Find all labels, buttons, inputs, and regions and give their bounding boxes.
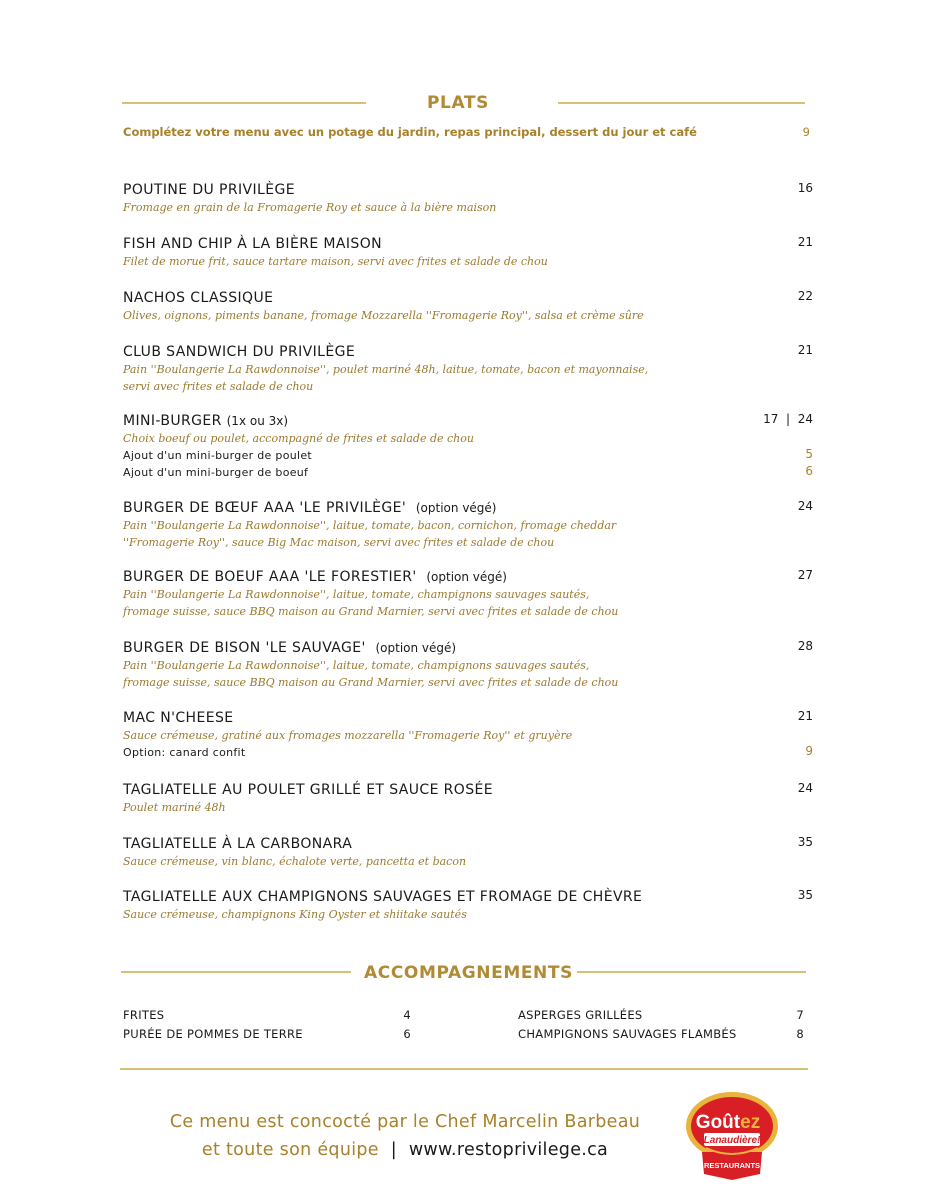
side-label: PURÉE DE POMMES DE TERRE — [123, 1027, 303, 1041]
item-name: MINI-BURGER — [123, 413, 222, 429]
side-price: 8 — [796, 1027, 804, 1041]
item-price: 35 — [797, 888, 813, 902]
badge-title: Goûtez — [695, 1112, 761, 1133]
menu-intro-price: 9 — [802, 125, 810, 139]
item-description: Fromage en grain de la Fromagerie Roy et sauce à la bière maison — [123, 201, 497, 214]
item-name: POUTINE DU PRIVILÈGE — [123, 182, 295, 198]
item-description: Pain ''Boulangerie La Rawdonnoise'', laitue, tomate, bacon, cornichon, fromage cheddar — [123, 519, 617, 532]
sides-column-right — [518, 1006, 804, 1044]
item-name: TAGLIATELLE AUX CHAMPIGNONS SAUVAGES ET FROMAGE DE CHÈVRE — [123, 889, 643, 905]
menu-item — [123, 499, 813, 551]
item-price: 16 — [797, 181, 813, 195]
sides-column-left — [123, 1006, 413, 1044]
item-name-suffix: (option végé) — [375, 641, 457, 655]
item-description: Pain ''Boulangerie La Rawdonnoise'', laitue, tomate, champignons sauvages sautés, — [123, 588, 590, 601]
sides-rule-left — [121, 971, 351, 973]
menu-item — [123, 343, 813, 395]
badge-region: Lanaudière! — [703, 1135, 761, 1146]
plats-rule-left — [122, 102, 366, 104]
item-description-line2: fromage suisse, sauce BBQ maison au Grand Marnier, servi avec frites et salade de chou — [123, 676, 619, 689]
item-addon: Ajout d'un mini-burger de poulet — [123, 449, 313, 462]
item-name: CLUB SANDWICH DU PRIVILÈGE — [123, 344, 356, 360]
footer-credits — [130, 1108, 680, 1164]
side-price: 7 — [796, 1008, 804, 1022]
footer-team: et toute son équipe — [201, 1140, 379, 1160]
item-description: Sauce crémeuse, vin blanc, échalote verte, pancetta et bacon — [123, 855, 467, 868]
item-name: MAC N'CHEESE — [123, 710, 234, 726]
side-label: CHAMPIGNONS SAUVAGES FLAMBÉS — [518, 1027, 737, 1041]
item-price: 21 — [797, 235, 813, 249]
item-name: BURGER DE BISON 'LE SAUVAGE' — [123, 640, 366, 656]
sides-rule-right — [577, 971, 806, 973]
footer-line1: Ce menu est concocté par le Chef Marcelin Barbeau — [169, 1112, 641, 1132]
footer-separator: | — [390, 1140, 397, 1160]
item-name-suffix: (option végé) — [426, 570, 507, 584]
menu-item — [123, 181, 813, 216]
side-item — [123, 1025, 413, 1044]
side-label: FRITES — [123, 1008, 165, 1022]
item-price: 17 | 24 — [763, 412, 813, 426]
item-name-suffix: (1x ou 3x) — [226, 414, 289, 428]
side-item — [518, 1006, 804, 1025]
menu-item — [123, 781, 813, 816]
menu-item — [123, 639, 813, 691]
item-price: 21 — [797, 709, 813, 723]
item-description: Poulet mariné 48h — [123, 801, 226, 814]
item-price: 35 — [797, 835, 813, 849]
item-price: 24 — [797, 499, 813, 513]
item-description-line2: ''Fromagerie Roy'', sauce Big Mac maison, servi avec frites et salade de chou — [123, 536, 555, 549]
item-name: TAGLIATELLE AU POULET GRILLÉ ET SAUCE ROSÉE — [123, 782, 494, 798]
item-name: BURGER DE BOEUF AAA 'LE FORESTIER' — [123, 569, 417, 585]
menu-item — [123, 412, 813, 481]
item-price: 27 — [797, 568, 813, 582]
item-description: Sauce crémeuse, gratiné aux fromages mozzarella ''Fromagerie Roy'' et gruyère — [123, 729, 573, 742]
item-addon: Option: canard confit — [123, 746, 246, 759]
item-description: Olives, oignons, piments banane, fromage Mozzarella ''Fromagerie Roy'', salsa et crème sûre — [123, 309, 644, 322]
menu-item — [123, 709, 813, 761]
side-price: 6 — [403, 1027, 411, 1041]
item-price: 21 — [797, 343, 813, 357]
footer-rule — [120, 1068, 808, 1070]
menu-item — [123, 289, 813, 324]
item-name: TAGLIATELLE À LA CARBONARA — [123, 836, 353, 852]
menu-item — [123, 568, 813, 620]
side-item — [123, 1006, 413, 1025]
item-description: Pain ''Boulangerie La Rawdonnoise'', laitue, tomate, champignons sauvages sautés, — [123, 659, 590, 672]
item-description: Filet de morue frit, sauce tartare maison, servi avec frites et salade de chou — [123, 255, 548, 268]
menu-item — [123, 235, 813, 270]
item-name-suffix: (option végé) — [415, 501, 497, 515]
website-link[interactable]: www.restoprivilege.ca — [408, 1140, 609, 1160]
plats-title: PLATS — [427, 93, 489, 113]
side-price: 4 — [403, 1008, 411, 1022]
item-price: 24 — [797, 781, 813, 795]
sides-title: ACCOMPAGNEMENTS — [364, 963, 573, 983]
menu-item — [123, 835, 813, 870]
item-name: NACHOS CLASSIQUE — [123, 290, 274, 306]
item-addon: Ajout d'un mini-burger de boeuf — [123, 466, 309, 479]
side-label: ASPERGES GRILLÉES — [518, 1008, 643, 1022]
addon-price: 5 — [805, 447, 813, 461]
item-price: 22 — [797, 289, 813, 303]
item-description-line2: servi avec frites et salade de chou — [123, 380, 314, 393]
goutez-lanaudiere-logo — [684, 1090, 780, 1182]
item-description: Pain ''Boulangerie La Rawdonnoise'', poulet mariné 48h, laitue, tomate, bacon et mayonnaise, — [123, 363, 649, 376]
menu-item — [123, 888, 813, 923]
item-name: BURGER DE BŒUF AAA 'LE PRIVILÈGE' — [123, 500, 407, 516]
item-name: FISH AND CHIP À LA BIÈRE MAISON — [123, 236, 382, 252]
badge-label: RESTAURANTS — [703, 1161, 761, 1170]
item-description-line2: fromage suisse, sauce BBQ maison au Grand Marnier, servi avec frites et salade de chou — [123, 605, 619, 618]
side-item — [518, 1025, 804, 1044]
item-description: Choix boeuf ou poulet, accompagné de frites et salade de chou — [123, 432, 474, 445]
item-price: 28 — [797, 639, 813, 653]
addon-price: 9 — [805, 744, 813, 758]
item-description: Sauce crémeuse, champignons King Oyster et shiitake sautés — [123, 908, 467, 921]
menu-intro: Complétez votre menu avec un potage du jardin, repas principal, dessert du jour et café — [123, 125, 697, 139]
addon-price: 6 — [805, 464, 813, 478]
badge-shape-icon — [684, 1090, 780, 1182]
plats-rule-right — [558, 102, 805, 104]
